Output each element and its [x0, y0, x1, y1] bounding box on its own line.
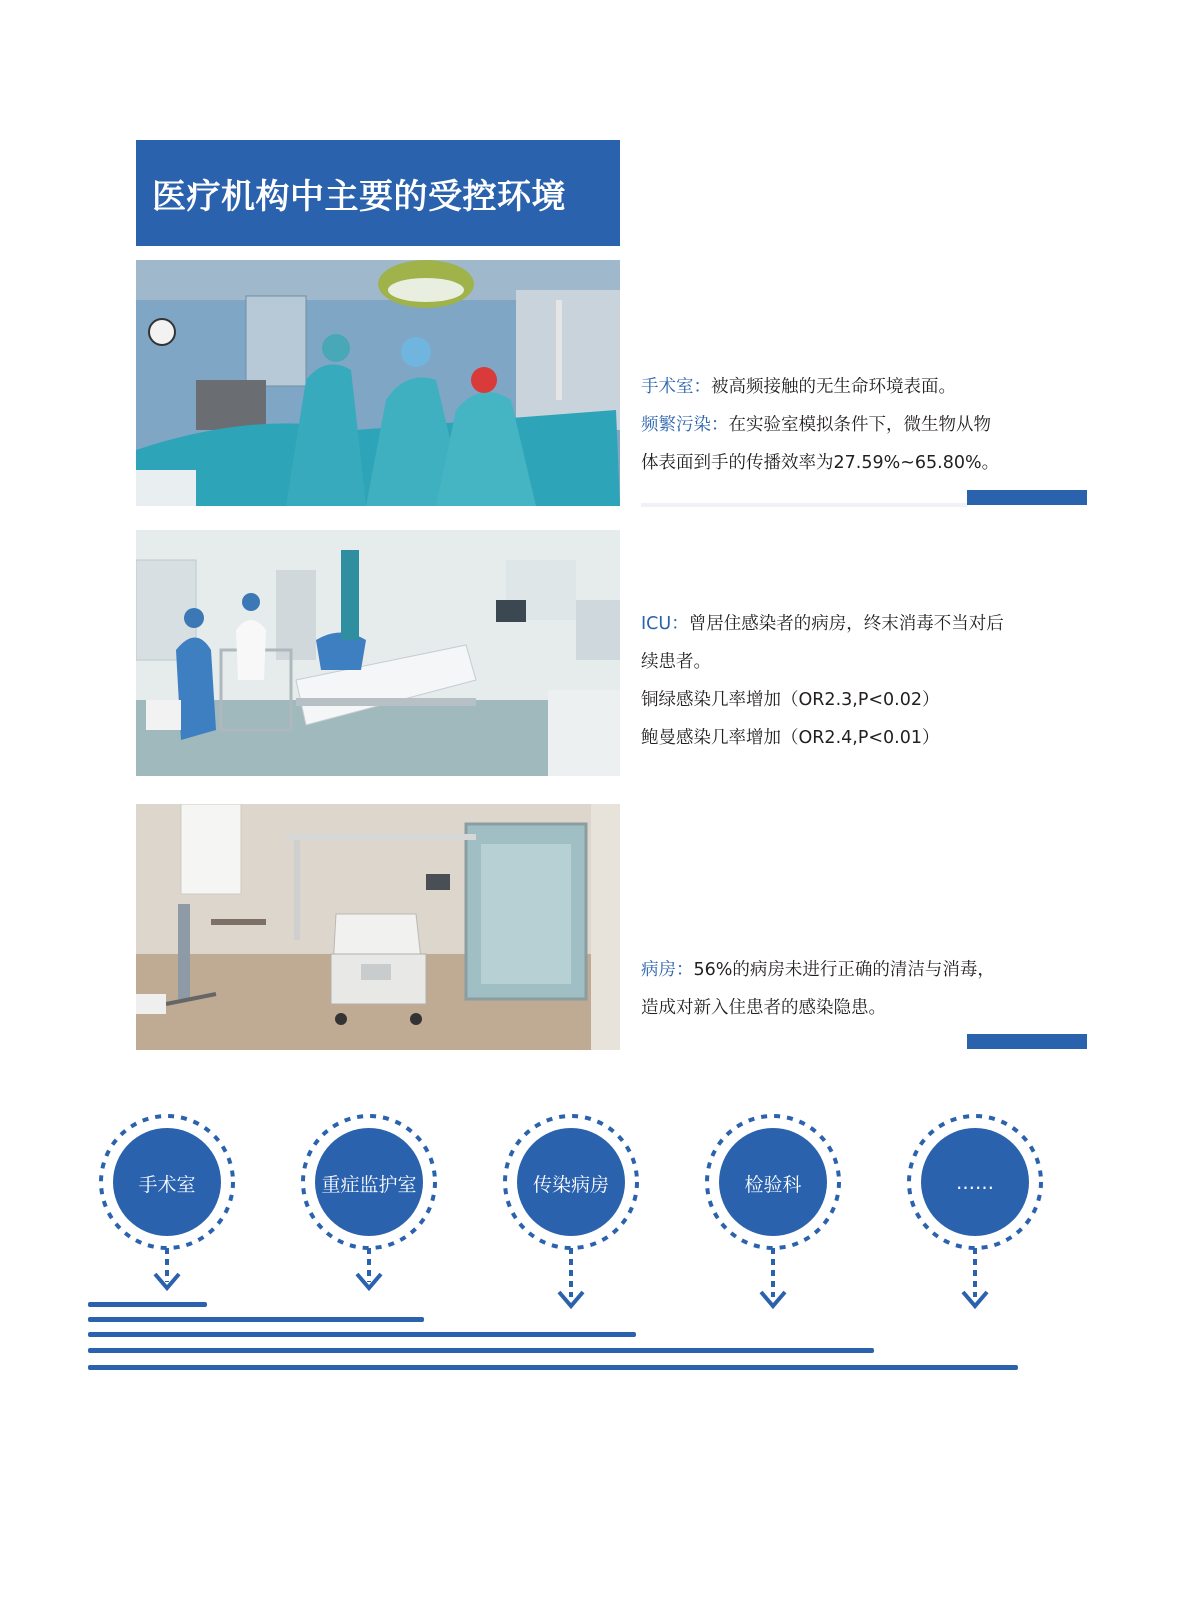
step-line: [88, 1317, 424, 1322]
operating-room-photo: [136, 260, 620, 506]
flow-node-more: [905, 1112, 1045, 1317]
flow-node-icu: [299, 1112, 439, 1317]
desc-line: 频繁污染：在实验室模拟条件下，微生物从物: [641, 415, 991, 435]
page-title: 医疗机构中主要的受控环境: [152, 176, 566, 217]
title-banner: [136, 140, 620, 246]
section-divider: [641, 503, 967, 507]
accent-bar: [967, 490, 1087, 505]
flow-node-label: 检验科: [744, 1173, 802, 1196]
desc-line: 体表面到手的传播效率为27.59%~65.80%。: [641, 453, 1000, 473]
flow-node-label: ……: [956, 1172, 994, 1194]
flow-node-label: 传染病房: [532, 1173, 609, 1196]
flow-node-operating-room: [97, 1112, 237, 1317]
ward-description: [641, 951, 1061, 1027]
flow-node-label: 手术室: [138, 1173, 196, 1196]
step-line: [88, 1348, 874, 1353]
ward-photo: [136, 804, 620, 1050]
accent-bar: [967, 1034, 1087, 1049]
desc-line: ICU：曾居住感染者的病房，终末消毒不当对后: [641, 614, 1004, 634]
icu-photo: [136, 530, 620, 776]
flow-node-laboratory: [703, 1112, 843, 1317]
step-line: [88, 1365, 1018, 1370]
step-line: [88, 1302, 207, 1307]
icu-description: [641, 605, 1061, 757]
desc-line: 铜绿感染几率增加（OR2.3,P<0.02）: [641, 690, 940, 710]
desc-line: 造成对新入住患者的感染隐患。: [641, 998, 886, 1018]
step-line: [88, 1332, 636, 1337]
desc-line: 病房：56%的病房未进行正确的清洁与消毒，: [641, 960, 995, 980]
desc-line: 鲍曼感染几率增加（OR2.4,P<0.01）: [641, 728, 940, 748]
desc-line: 续患者。: [641, 652, 711, 672]
desc-line: 手术室：被高频接触的无生命环境表面。: [641, 377, 956, 397]
flow-node-infectious-ward: [501, 1112, 641, 1317]
operating-room-description: [641, 368, 1061, 482]
flow-node-label: 重症监护室: [321, 1173, 417, 1196]
